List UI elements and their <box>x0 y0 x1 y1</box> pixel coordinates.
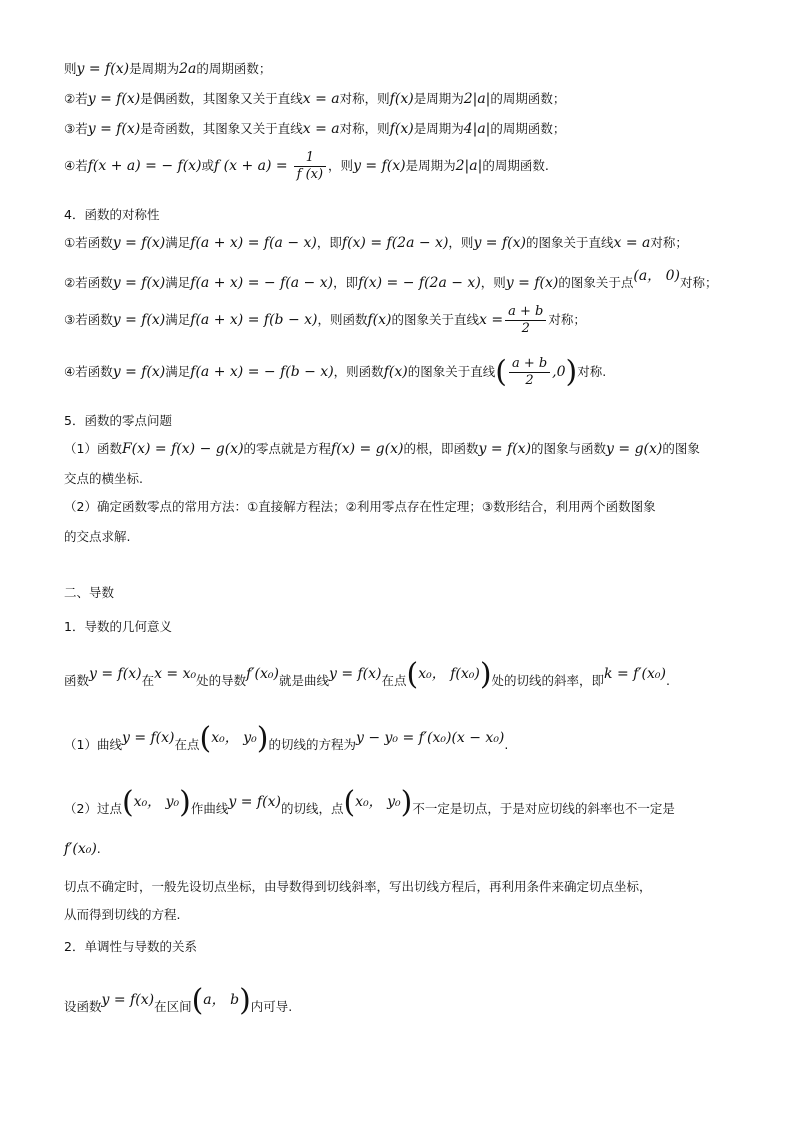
zero-line-1b: 交点的横坐标. <box>64 471 143 486</box>
period-line-2: ②若y = f(x)是偶函数，其图象又关于直线x = a对称，则f(x)是周期为2|a|的周期函数； <box>64 91 566 107</box>
fraction: $\frac{a + b}{2}$ <box>509 356 550 389</box>
section-2-title: 二、导数 <box>64 585 115 600</box>
zero-line-2: （2）确定函数零点的常用方法：①直接解方程法；②利用零点存在性定理；③数形结合，利用两个函数图象 <box>64 499 656 514</box>
derivative-line-4: 切点不确定时，一般先设切点坐标，由导数得到切线斜率，写出切线方程后，再利用条件来确定切点坐标， <box>64 879 652 894</box>
derivative-line-4b: 从而得到切线的方程. <box>64 907 181 922</box>
derivative-line-1: 函数y = f(x)在x = x₀处的导数f′(x₀)就是曲线y = f(x)在点(x₀， f(x₀))处的切线的斜率，即k = f′(x₀). <box>64 656 670 692</box>
section-5-title: 5．函数的零点问题 <box>64 413 172 428</box>
period-line-4: ④若f(x + a) = − f(x)或f (x + a) = $\frac{1}{f (x)}$ ，则y = f(x)是周期为2|a|的周期函数. <box>64 150 549 182</box>
symmetry-line-3: ③若函数y = f(x)满足f(a + x) = f(b − x)，则函数f(x)的图象关于直线x = $\frac{a + b}{2}$ 对称； <box>64 304 586 336</box>
zero-line-1: （1）函数F(x) = f(x) − g(x)的零点就是方程f(x) = g(x)的根，即函数y = f(x)的图象与函数y = g(x)的图象 <box>64 441 700 457</box>
period-line-1: 则y = f(x)是周期为2a的周期函数； <box>64 61 272 77</box>
derivative-line-2: （1）曲线y = f(x)在点(x₀， y₀)的切线的方程为y − y₀ = f′(x₀)(x − x₀). <box>64 720 509 756</box>
symmetry-line-1: ①若函数y = f(x)满足f(a + x) = f(a − x)，即f(x) = f(2a − x)，则y = f(x)的图象关于直线x = a对称； <box>64 235 688 251</box>
fraction: $\frac{1}{f (x)}$ <box>294 150 326 183</box>
symmetry-line-4: ④若函数y = f(x)满足f(a + x) = − f(b − x)，则函数f(x)的图象关于直线( $\frac{a + b}{2}$ ,0)对称. <box>64 354 607 390</box>
monotonicity-title: 2．单调性与导数的关系 <box>64 939 197 954</box>
zero-line-2b: 的交点求解. <box>64 529 131 544</box>
derivative-meaning-title: 1．导数的几何意义 <box>64 619 172 634</box>
derivative-line-3: （2）过点(x₀， y₀)作曲线y = f(x)的切线，点(x₀， y₀)不一定是切点，于是对应切线的斜率也不一定是 <box>64 784 675 820</box>
section-4-title: 4．函数的对称性 <box>64 207 160 222</box>
monotonicity-line-1: 设函数y = f(x)在区间(a， b)内可导. <box>64 982 293 1018</box>
fraction: $\frac{a + b}{2}$ <box>505 304 546 337</box>
period-line-3: ③若y = f(x)是奇函数，其图象又关于直线x = a对称，则f(x)是周期为4|a|的周期函数； <box>64 121 566 137</box>
derivative-line-3b: f′(x₀). <box>64 841 101 857</box>
symmetry-line-2: ②若函数y = f(x)满足f(a + x) = − f(a − x)，即f(x) = − f(2a − x)，则y = f(x)的图象关于点(a， 0)对称； <box>64 268 718 291</box>
